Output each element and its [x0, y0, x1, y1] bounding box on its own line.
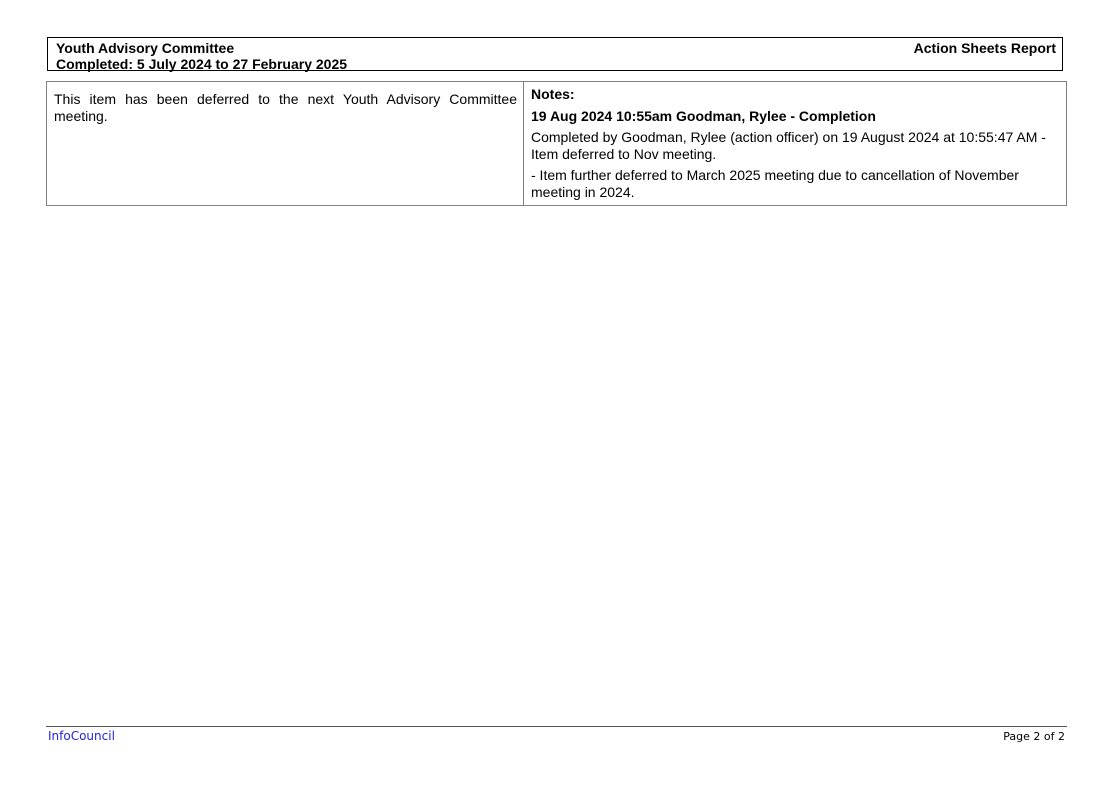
footer-brand: InfoCouncil — [48, 729, 115, 743]
report-title: Action Sheets Report — [913, 40, 1056, 56]
completed-date-range: Completed: 5 July 2024 to 27 February 2025 — [56, 56, 348, 72]
action-notes-cell — [524, 82, 1066, 205]
header-left-block — [56, 40, 347, 72]
committee-name: Youth Advisory Committee — [56, 40, 235, 56]
notes-label: Notes: — [531, 86, 575, 102]
note-heading: 19 Aug 2024 10:55am Goodman, Rylee - Completion — [531, 108, 876, 124]
action-item-table — [46, 81, 1067, 206]
note-line: Completed by Goodman, Rylee (action officer) on 19 August 2024 at 10:55:47 AM - Item deferred to Nov meeting. — [531, 129, 1046, 162]
action-description-cell — [47, 82, 524, 205]
footer-divider — [46, 726, 1067, 727]
report-header — [47, 37, 1063, 71]
action-description: This item has been deferred to the next Youth Advisory Committee meeting. — [54, 91, 517, 124]
note-line: - Item further deferred to March 2025 meeting due to cancellation of November meeting in 2024. — [531, 167, 1019, 200]
page-number: Page 2 of 2 — [1003, 730, 1065, 743]
